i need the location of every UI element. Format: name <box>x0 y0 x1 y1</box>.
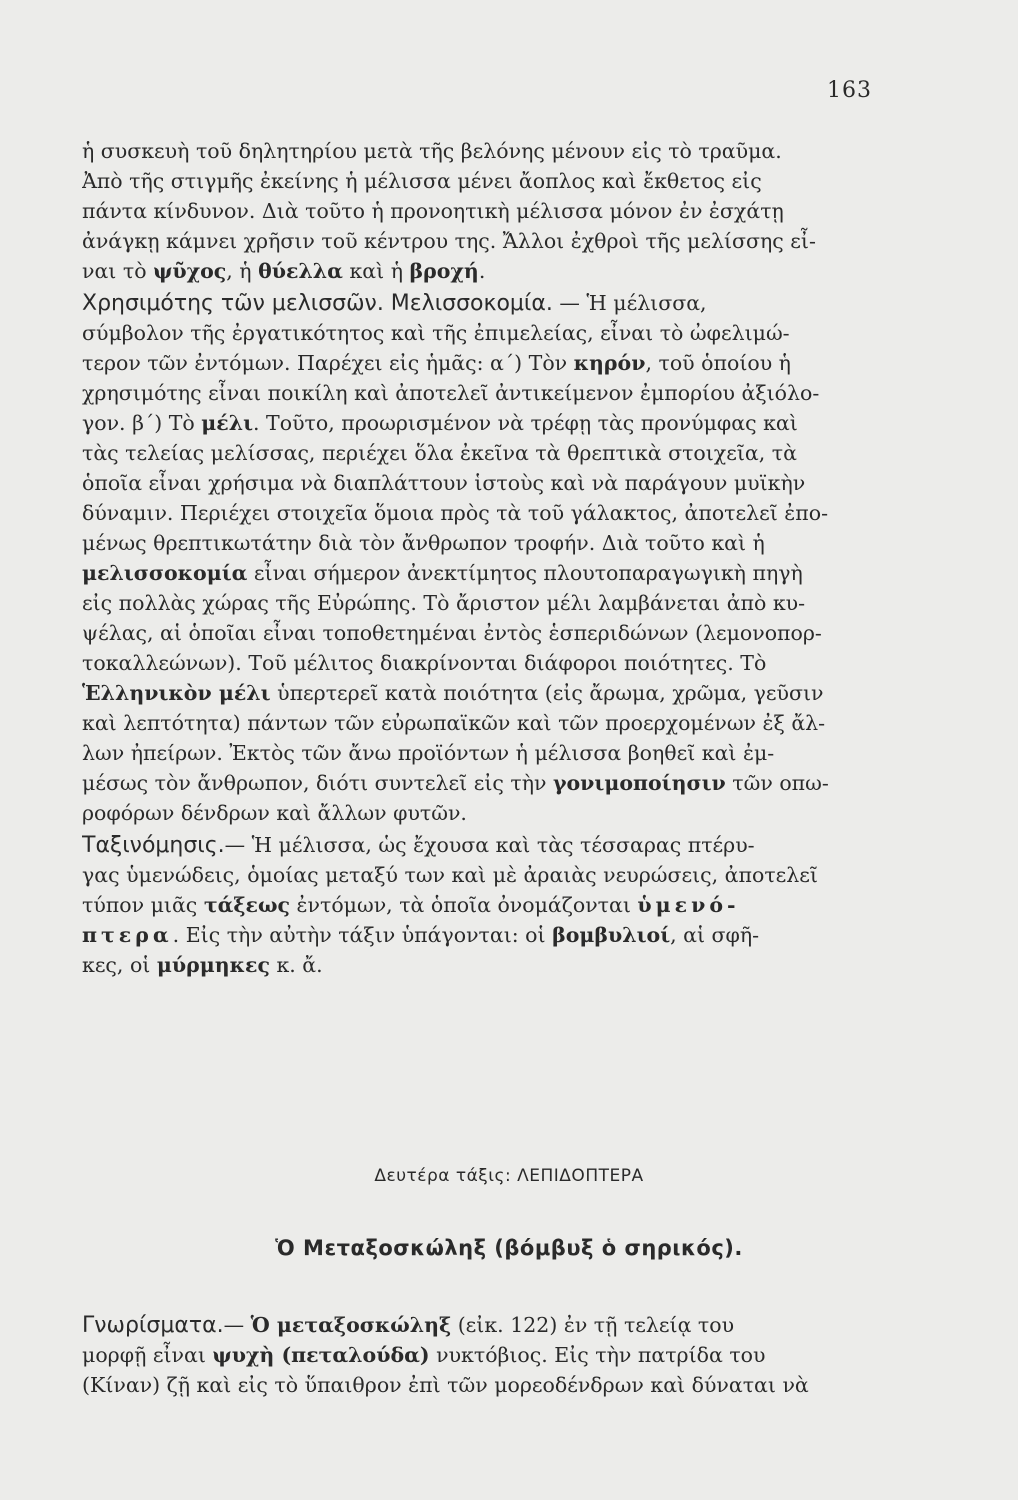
bold-term: βομβυλιοί <box>552 923 671 947</box>
bold-term: κηρόν <box>573 351 646 375</box>
text-line: μένως θρεπτικωτάτην διὰ τὸν ἄνθρωπον τροφήν. Διὰ τοῦτο καὶ ἡ <box>82 531 765 555</box>
bold-term: Ὁ μεταξοσκώληξ <box>250 1313 452 1337</box>
spaced-term: ὑμενό- <box>637 893 740 917</box>
text-line: (Κίναν) ζῇ καὶ εἰς τὸ ὕπαιθρον ἐπὶ τῶν μορεοδένδρων καὶ δύναται νὰ <box>82 1373 809 1397</box>
text-line: καὶ λεπτότητα) πάντων τῶν εὐρωπαϊκῶν καὶ τῶν προερχομένων ἐξ ἄλ- <box>82 711 826 735</box>
text-line: τύπον μιᾶς τάξεως ἐντόμων, τὰ ὁποῖα ὀνομάζονται ὑμενό- <box>82 893 740 917</box>
text-line: δύναμιν. Περιέχει στοιχεῖα ὅμοια πρὸς τὰ τοῦ γάλακτος, ἀποτελεῖ ἐπο- <box>82 501 829 525</box>
subsection-heading: Ταξινόμησις. <box>82 833 225 858</box>
spaced-term: πτερα <box>82 923 173 947</box>
bold-term: θύελλα <box>258 259 343 283</box>
bold-term: Ἑλληνικὸν μέλι <box>82 681 271 705</box>
text-line: κες, οἱ μύρμηκες κ. ἄ. <box>82 953 323 977</box>
text-line: τοκαλλεώνων). Τοῦ μέλιτος διακρίνονται διάφοροι ποιότητες. Τὸ <box>82 651 767 675</box>
text-line: μελισσοκομία εἶναι σήμερον ἀνεκτίμητος πλουτοπαραγωγικὴ πηγὴ <box>82 561 803 585</box>
text-line: Γνωρίσματα.— Ὁ μεταξοσκώληξ (εἰκ. 122) ἐν τῇ τελείᾳ του <box>82 1313 735 1338</box>
text-line: χρησιμότης εἶναι ποικίλη καὶ ἀποτελεῖ ἀντικείμενον ἐμπορίου ἀξιόλο- <box>82 381 820 405</box>
bold-term: μέλι <box>201 411 254 435</box>
page-number: 163 <box>827 78 872 103</box>
text-line: ροφόρων δένδρων καὶ ἄλλων φυτῶν. <box>82 801 467 825</box>
text-line: μέσως τὸν ἄνθρωπον, διότι συντελεῖ εἰς τὴν γονιμοποίησιν τῶν οπω- <box>82 771 829 795</box>
text-line: ἀνάγκῃ κάμνει χρῆσιν τοῦ κέντρου της. Ἄλλοι ἐχθροὶ τῆς μελίσσης εἶ- <box>82 229 816 253</box>
text-line: Ταξινόμησις.— Ἡ μέλισσα, ὡς ἔχουσα καὶ τὰς τέσσαρας πτέρυ- <box>82 833 755 858</box>
text-line: μορφῇ εἶναι ψυχὴ (πεταλούδα) νυκτόβιος. Εἰς τὴν πατρίδα του <box>82 1343 766 1367</box>
bold-term: βροχή <box>409 259 479 283</box>
text-line: τερον τῶν ἐντόμων. Παρέχει εἰς ἡμᾶς: α΄) Τὸν κηρόν, τοῦ ὁποίου ἡ <box>82 351 791 375</box>
text-line: ναι τὸ ψῦχος, ἡ θύελλα καὶ ἡ βροχή. <box>82 259 486 283</box>
text-line: εἰς πολλὰς χώρας τῆς Εὐρώπης. Τὸ ἄριστον μέλι λαμβάνεται ἀπὸ κυ- <box>82 591 806 615</box>
text-line: γον. β΄) Τὸ μέλι. Τοῦτο, προωρισμένον νὰ τρέφῃ τὰς προνύμφας καὶ <box>82 411 798 435</box>
text-line: γας ὑμενώδεις, ὁμοίας μεταξύ των καὶ μὲ ἀραιὰς νευρώσεις, ἀποτελεῖ <box>82 863 818 887</box>
text-line: ψέλας, αἱ ὁποῖαι εἶναι τοποθετημέναι ἐντὸς ἑσπεριδώνων (λεμονοπορ- <box>82 621 822 645</box>
bold-term: τάξεως <box>203 893 290 917</box>
order-label: Δευτέρα τάξις: ΛΕΠΙΔΟΠΤΕΡΑ <box>374 1166 644 1186</box>
text-line: Ἑλληνικὸν μέλι ὑπερτερεῖ κατὰ ποιότητα (εἰς ἄρωμα, χρῶμα, γεῦσιν <box>82 681 824 705</box>
text-line: Χρησιμότης τῶν μελισσῶν. Μελισσοκομία. — Ἡ μέλισσα, <box>82 291 707 316</box>
bold-term: ψυχὴ (πεταλούδα) <box>212 1343 430 1367</box>
bold-term: μελισσοκομία <box>82 561 248 585</box>
text-line: ἡ συσκευὴ τοῦ δηλητηρίου μετὰ τῆς βελόνης μένουν εἰς τὸ τραῦμα. <box>82 139 782 163</box>
subsection-heading: Χρησιμότης τῶν μελισσῶν. Μελισσοκομία. <box>82 291 553 316</box>
text-line: τὰς τελείας μελίσσας, περιέχει ὅλα ἐκεῖνα τὰ θρεπτικὰ στοιχεῖα, τὰ <box>82 441 797 465</box>
section-title: Ὁ Μεταξοσκώληξ (βόμβυξ ὁ σηρικός). <box>275 1236 743 1260</box>
subsection-heading: Γνωρίσματα. <box>82 1313 224 1338</box>
text-block-bottom <box>82 1310 862 1400</box>
text-line: ὁποῖα εἶναι χρήσιμα νὰ διαπλάττουν ἱστοὺς καὶ νὰ παράγουν μυϊκὴν <box>82 471 806 495</box>
text-block-top <box>82 136 862 980</box>
text-line: πάντα κίνδυνον. Διὰ τοῦτο ἡ προνοητικὴ μέλισσα μόνον ἐν ἐσχάτῃ <box>82 199 784 223</box>
text-line: σύμβολον τῆς ἐργατικότητος καὶ τῆς ἐπιμελείας, εἶναι τὸ ὠφελιμώ- <box>82 321 790 345</box>
bold-term: γονιμοποίησιν <box>552 771 726 795</box>
text-line: πτερα. Εἰς τὴν αὐτὴν τάξιν ὑπάγονται: οἱ βομβυλιοί, αἱ σφῆ- <box>82 923 760 947</box>
bold-term: ψῦχος <box>153 259 227 283</box>
bold-term: μύρμηκες <box>156 953 270 977</box>
text-line: Ἀπὸ τῆς στιγμῆς ἐκείνης ἡ μέλισσα μένει ἄοπλος καὶ ἔκθετος εἰς <box>82 169 762 193</box>
text-line: λων ἠπείρων. Ἐκτὸς τῶν ἄνω προϊόντων ἡ μέλισσα βοηθεῖ καὶ ἐμ- <box>82 741 775 765</box>
